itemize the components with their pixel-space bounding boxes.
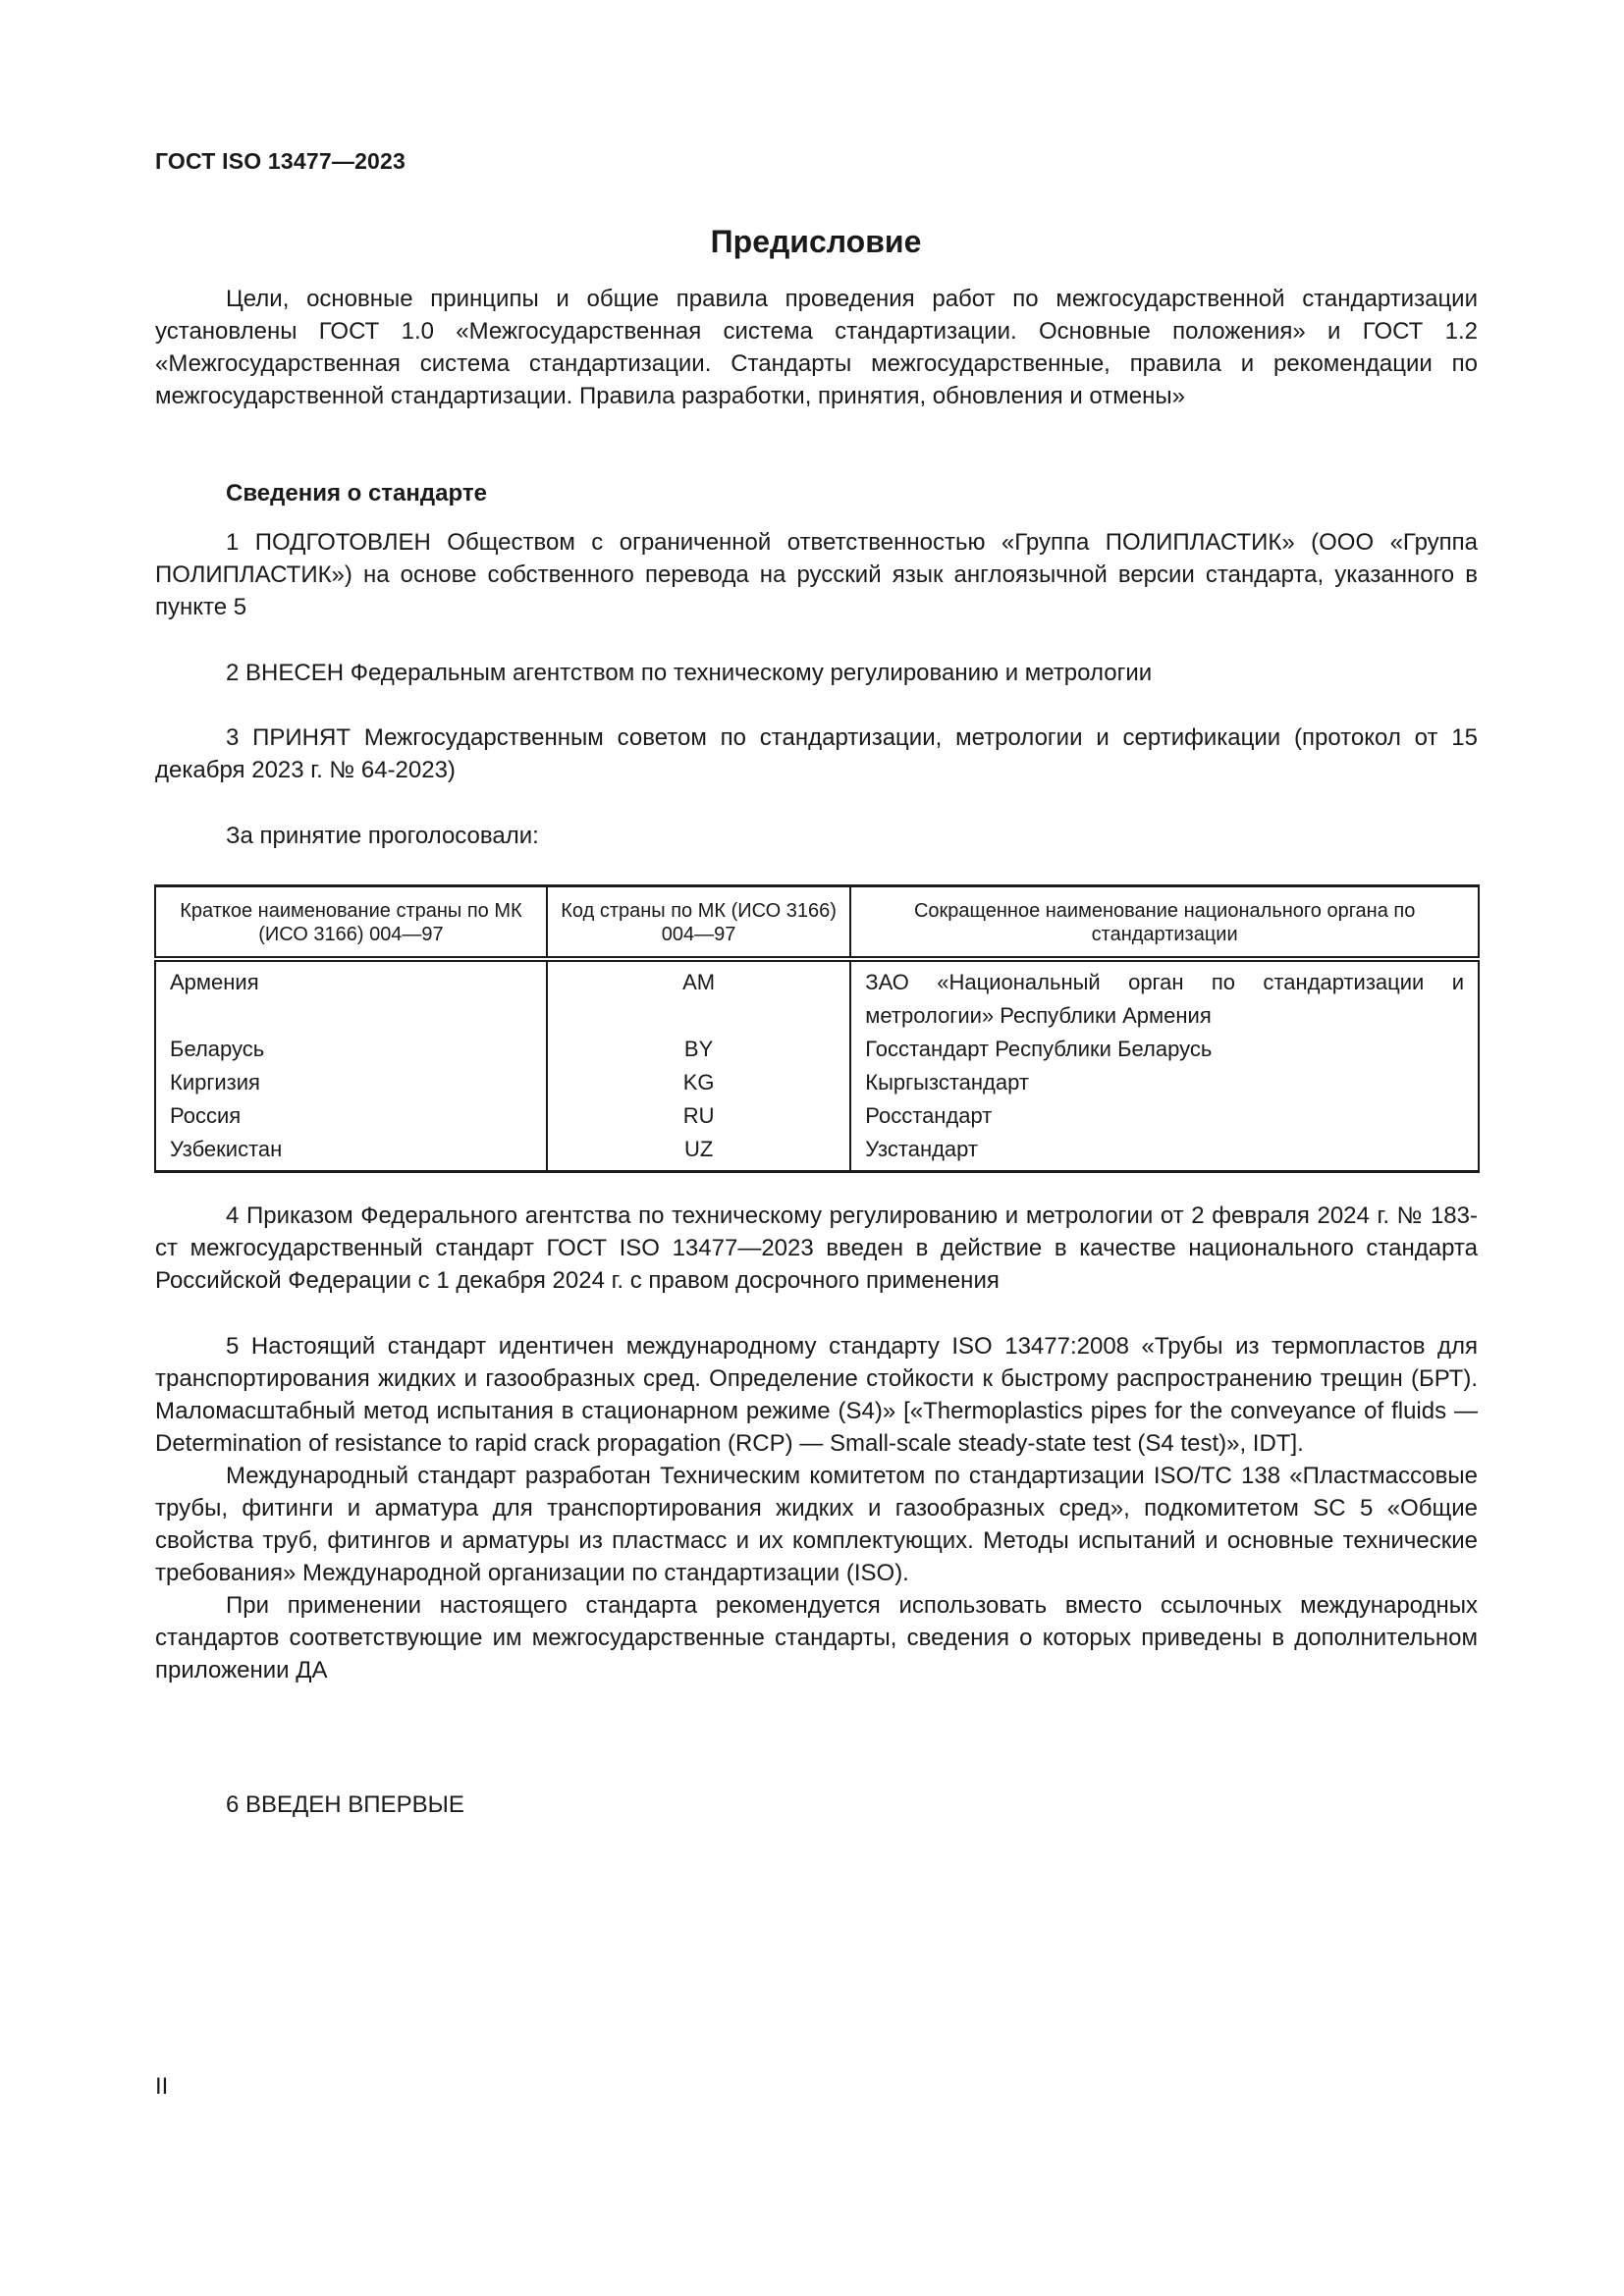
item-5-block: [155, 1330, 1478, 1686]
country-name: Киргизия: [155, 1066, 547, 1099]
country-code: UZ: [547, 1133, 850, 1172]
votes-intro: За принятие проголосовали:: [226, 823, 539, 849]
item-1-prepared: 1 ПОДГОТОВЛЕН Обществом с ограниченной ответственностью «Группа ПОЛИПЛАСТИК» (ООО «Группа ПОЛИПЛАСТИК») на основе собственного перевода на русский язык англоязычной версии стандарта, указанного в пункте 5: [155, 529, 1478, 620]
item-4-order: 4 Приказом Федерального агентства по техническому регулированию и метрологии от 2 февраля 2024 г. № 183-ст межгосударственный стандарт ГОСТ ISO 13477—2023 введен в действие в качестве национального стандарта Российской Федерации с 1 декабря 2024 г. с правом досрочного применения: [155, 1202, 1478, 1294]
item-5-committee: Международный стандарт разработан Техническим комитетом по стандартизации ISO/TC 138 «Пластмассовые трубы, фитинги и арматура для транспортирования жидких и газообразных сред», подкомитетом SC 5 «Общие свойства труб, фитингов и арматуры из пластмасс и их комплектующих. Методы испытаний и основные технические требования» Международной организации по стандартизации (ISO).: [155, 1463, 1478, 1586]
column-header-code: Код страны по МК (ИСО 3166) 004—97: [547, 886, 850, 960]
national-body: Госстандарт Республики Беларусь: [850, 1033, 1479, 1066]
country-name: Армения: [155, 959, 547, 1033]
item-6-block: [155, 1789, 1478, 1821]
table-row: [155, 1099, 1479, 1133]
national-body: ЗАО «Национальный орган по стандартизации и метрологии» Республики Армения: [850, 959, 1479, 1033]
country-code: RU: [547, 1099, 850, 1133]
standard-info-heading: Сведения о стандарте: [226, 480, 487, 507]
item-2-block: [155, 657, 1478, 689]
country-name: Беларусь: [155, 1033, 547, 1066]
standard-info-heading-block: [155, 477, 1478, 509]
item-5-note: При применении настоящего стандарта рекомендуется использовать вместо ссылочных международных стандартов соответствующие им межгосударственные стандарты, сведения о которых приведены в дополнительном приложении ДА: [155, 1592, 1478, 1683]
item-1-block: [155, 526, 1478, 623]
intro-section: [155, 283, 1478, 412]
votes-intro-block: [155, 820, 1478, 852]
country-code: BY: [547, 1033, 850, 1066]
document-code-header: ГОСТ ISO 13477—2023: [155, 148, 406, 174]
column-header-national-body: Сокращенное наименование национального органа по стандартизации: [850, 886, 1479, 960]
item-5-identity: 5 Настоящий стандарт идентичен международному стандарту ISO 13477:2008 «Трубы из термопластов для транспортирования жидких и газообразных сред. Определение стойкости к быстрому распространению трещин (БРТ). Маломасштабный метод испытания в стационарном режиме (S4)» [«Thermoplastics pipes for the conveyance of fluids — Determination of resistance to rapid crack propagation (RCP) — Small-scale steady-state test (S4 test)», IDT].: [155, 1333, 1478, 1457]
national-body: Кыргызстандарт: [850, 1066, 1479, 1099]
table-row: [155, 1033, 1479, 1066]
item-4-block: [155, 1200, 1478, 1297]
page-title: Предисловие: [710, 224, 922, 259]
country-code: KG: [547, 1066, 850, 1099]
page-number: II: [155, 2073, 169, 2100]
table-row: [155, 1133, 1479, 1172]
national-body: Узстандарт: [850, 1133, 1479, 1172]
intro-paragraph: Цели, основные принципы и общие правила проведения работ по межгосударственной стандартизации установлены ГОСТ 1.0 «Межгосударственная система стандартизации. Основные положения» и ГОСТ 1.2 «Межгосударственная система стандартизации. Стандарты межгосударственные, правила и рекомендации по межгосударственной стандартизации. Правила разработки, принятия, обновления и отмены»: [155, 286, 1478, 409]
table-row: [155, 1066, 1479, 1099]
item-6-introduced: 6 ВВЕДЕН ВПЕРВЫЕ: [226, 1791, 464, 1818]
table-header-row: [155, 886, 1479, 960]
national-body: Росстандарт: [850, 1099, 1479, 1133]
item-2-submitted: 2 ВНЕСЕН Федеральным агентством по техническому регулированию и метрологии: [226, 660, 1153, 686]
country-code: AM: [547, 959, 850, 1033]
item-3-block: [155, 721, 1478, 786]
voting-countries-table: [154, 884, 1480, 1173]
country-name: Узбекистан: [155, 1133, 547, 1172]
table-row: [155, 959, 1479, 1033]
item-3-adopted: 3 ПРИНЯТ Межгосударственным советом по стандартизации, метрологии и сертификации (протокол от 15 декабря 2023 г. № 64-2023): [155, 724, 1478, 783]
column-header-country: Краткое наименование страны по МК (ИСО 3166) 004—97: [155, 886, 547, 960]
country-name: Россия: [155, 1099, 547, 1133]
